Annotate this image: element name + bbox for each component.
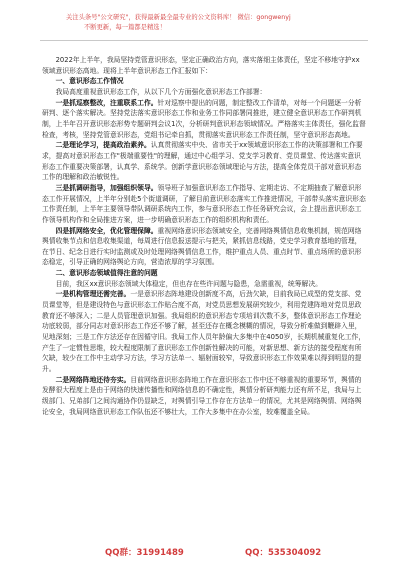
body-paragraph (42, 375, 366, 418)
body-paragraph (42, 183, 366, 226)
section-heading: 一、意识形态工作情况 (55, 77, 124, 86)
paragraph-text: 目前网络意识形态阵地工作在意识形态工作中还不够重视的重要环节，舆情的发酵很大程度上是由于网络的快速传播性和网络信息的不确定性，舆情分析研判能力还有所不足，我局与上级部门、兄弟部门之间沟通协作仍显缺乏，对舆情引导工作存在方法单一的情况，尤其是网络舆情、网络舆论安全，我局网络意识形态工作队伍还不够壮大，工作大多集中在办公室，较难覆盖全局。 (42, 375, 362, 416)
paragraph-lead: 四是抓网络安全，优化管理保障。 (55, 226, 158, 235)
body-paragraph (42, 98, 366, 141)
paragraph-lead: 一是抓巡察整改，注重联系工作。 (55, 98, 158, 107)
body-paragraph: 我局高度重视意识形态工作，从以下几个方面强化意识形态工作部署： (55, 87, 267, 96)
paragraph-lead: 三是抓调研指导，加强组织领导。 (55, 183, 158, 192)
body-paragraph (42, 140, 366, 183)
footer-qq-group: QQ群：31991489 (105, 548, 184, 558)
page-header (40, 0, 368, 41)
paragraph-text: 重视网络意识形态领域安全，完善网络舆情信息收集机制，规范网络舆情收集节点和信息收集渠道，每周进行信息报送提示与把关，紧抓信息线路，党史学习教育基地的管理，在节日、纪念日进行实时监测或及时处理网络舆情信息工作，维护重点人员、重点时节、重点场所的意识形态稳定，引导正确的网络舆论方向，营造浓厚的学习氛围。 (42, 226, 362, 267)
document-body (42, 55, 366, 417)
body-paragraph: 2022年上半年，我局坚持党管意识形态，坚定正确政治方向，落实落细主体责任，坚定不移地守护xx领域意识形态高地。现将上半年意识形态工作汇报如下： (42, 56, 360, 75)
paragraph-lead: 二是网络阵地还待夯实。 (55, 375, 131, 384)
paragraph-text: 一是意识形态阵地建设创新度不高，后劲欠缺，目前我局已成型的党支部、党员课堂等，但是建设特色与意识形态工作贴合度不高，对党员思想发展研究较少，利用党建阵地对党员思政教育还不够深入；二是人员管理意识加强。我局组织的意识形态专项培训次数不多，整体意识形态工作理论功底较弱，部分同志对意识形态工作还不够了解，甚至还存在概念模糊的情况，导致分析难做到鞭辟入里，见地深刻；三是工作方法还存在因循守旧。我局工作人员年龄偏大多集中在4050岁，长期机械重复化工作，产生了一定惯性思维，较大程度限制了意识形态工作创新性解决的可能，对新思想、新方法的接受程度有所欠缺，较少在工作中主动学习方法，学习方法单一、辐射面较窄，导致意识形态工作效果难以得到明显的提升。 (42, 290, 366, 374)
header-promo-line: 关注头条号"公文研究"，获得最新最全最专业的公文资料库！ 微信：gongwenyj (66, 14, 291, 21)
paragraph-text: 针对巡察中提出的问题，制定整改工作清单，对每一个问题逐一分析研判、逐个落实解决。坚持党法落实意识形态工作和业务工作同部署同推进，建立健全意识形态工作研判机制，上半年召开意识形态形势专题研判会议1次，分析研判意识形态领域情况。严格落实主体责任，强化监督检查，考核，坚持党管意识形态，党组书记牵自抓，贯彻落实意识形态工作责任制，坚守意识形态高地。 (42, 98, 366, 139)
body-paragraph (42, 289, 366, 374)
body-paragraph: 目前，我区xx意识形态领域大体稳定，但也存在些许问题与隐患，急需重视，统筹解决。 (55, 279, 322, 288)
page-footer (0, 540, 408, 566)
section-heading: 二、意识形态领域值得注意的问题 (55, 269, 158, 278)
paragraph-lead: 一是机构管理还需完善。 (55, 290, 131, 299)
paragraph-text: 认真贯彻落实中央、省市关于xx领域意识形态工作的决策部署和工作要求，提高对意识形态工作"极端重要性"的理解，通过中心组学习、党支学习教育、党员课堂、传达落实意识形态工作重要决策部署，认真学、系统学。创新学意识形态领域理论与方法，提高全体党员干部对意识形态工作的理解和政治敏锐性。 (42, 141, 363, 182)
paragraph-lead: 二是理论学习，提高政治素养。 (55, 141, 151, 150)
body-paragraph (42, 226, 366, 269)
footer-qq: QQ：535304092 (245, 548, 322, 558)
header-subline: 不断更新，每一篇都是精选！ (84, 24, 166, 31)
paragraph-text: 领导班子加强意识形态工作指导、定期走访、不定期抽查了解意识形态工作开展情况，上半年分别赴5个街道调研，了解目前意识形态落实工作推进情况，干部带头落实意识形态工作责任制，上半年主要领导带队调研系统内工作，参与意识形态工作任务研究会议，会上提出意识形态工作领导机构作和全局推进方案，进一步明确意识形态工作的组织机构和责任。 (42, 183, 366, 224)
